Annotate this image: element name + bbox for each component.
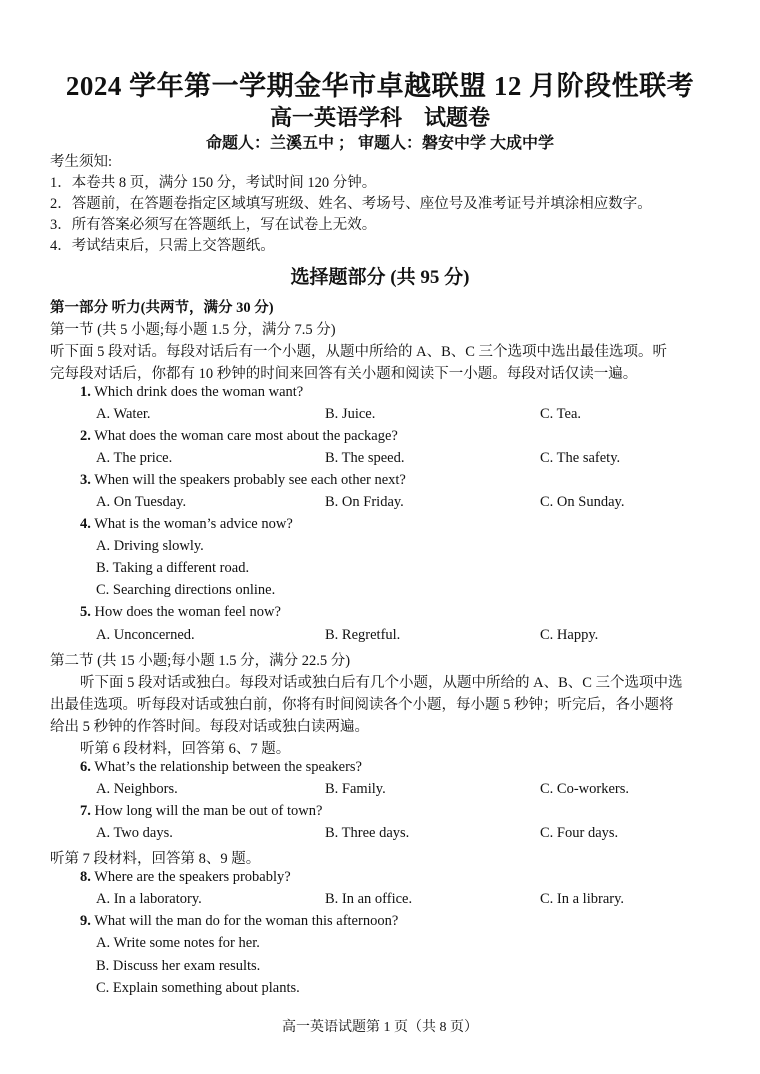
option-c: C. Four days.	[540, 825, 619, 841]
option-a: A. Water.	[96, 406, 151, 422]
option-c: C. In a library.	[540, 891, 625, 907]
question-2	[80, 428, 398, 445]
question-text: What does the woman care most about the package?	[94, 428, 398, 444]
option-b: B. Taking a different road.	[96, 560, 250, 576]
question-1	[80, 384, 303, 401]
notice-item: 1．本卷共 8 页，满分 150 分，考试时间 120 分钟。	[50, 175, 377, 191]
option-a: A. The price.	[96, 450, 173, 466]
section2-instructions: 给出 5 秒钟的作答时间。每段对话或独白读两遍。	[50, 719, 369, 735]
option-b: B. On Friday.	[325, 494, 404, 510]
section1-instructions: 听下面 5 段对话。每段对话后有一个小题，从题中所给的 A、B、C 三个选项中选出最佳选项。听	[50, 344, 668, 360]
option-a: A. Write some notes for her.	[96, 935, 260, 951]
option-b: B. Discuss her exam results.	[96, 958, 261, 974]
material-7-label: 听第 7 段材料，回答第 8、9 题。	[50, 851, 261, 867]
question-number: 6.	[80, 759, 91, 775]
section2-heading: 第二节 (共 15 小题;每小题 1.5 分，满分 22.5 分)	[50, 653, 351, 669]
question-number: 5.	[80, 604, 91, 620]
section2-instructions: 听下面 5 段对话或独白。每段对话或独白后有几个小题，从题中所给的 A、B、C 三个选项中选	[80, 675, 683, 691]
option-c: C. The safety.	[540, 450, 621, 466]
question-number: 2.	[80, 428, 91, 444]
question-6	[80, 759, 362, 776]
exam-subtitle: 高一英语学科 试题卷	[269, 105, 490, 130]
option-c: C. Searching directions online.	[96, 582, 276, 598]
question-number: 7.	[80, 803, 91, 819]
option-a: A. In a laboratory.	[96, 891, 202, 907]
option-b: B. In an office.	[325, 891, 413, 907]
option-a: A. Neighbors.	[96, 781, 178, 797]
part1-heading: 第一部分 听力(共两节，满分 30 分)	[50, 300, 274, 316]
option-b: B. Family.	[325, 781, 386, 797]
option-c: C. Tea.	[540, 406, 582, 422]
question-number: 8.	[80, 869, 91, 885]
question-7	[80, 803, 322, 820]
option-a: A. Two days.	[96, 825, 173, 841]
option-c: C. Co-workers.	[540, 781, 630, 797]
question-text: Which drink does the woman want?	[94, 384, 304, 400]
section1-instructions: 完每段对话后，你都有 10 秒钟的时间来回答有关小题和阅读下一小题。每段对话仅读一遍。	[50, 366, 638, 382]
question-text: Where are the speakers probably?	[94, 869, 291, 885]
section2-instructions: 出最佳选项。听每段对话或独白前，你将有时间阅读各个小题，每小题 5 秒钟；听完后，各小题将	[50, 697, 674, 713]
question-text: What is the woman’s advice now?	[94, 516, 293, 532]
question-number: 1.	[80, 384, 91, 400]
page-footer: 高一英语试题第 1 页（共 8 页）	[282, 1020, 478, 1035]
question-number: 9.	[80, 913, 91, 929]
question-9	[80, 913, 398, 930]
question-text: How long will the man be out of town?	[94, 803, 323, 819]
question-number: 4.	[80, 516, 91, 532]
exam-title: 2024 学年第一学期金华市卓越联盟 12 月阶段性联考	[65, 71, 695, 101]
question-4	[80, 516, 293, 533]
question-text: How does the woman feel now?	[94, 604, 281, 620]
question-number: 3.	[80, 472, 91, 488]
question-3	[80, 472, 406, 489]
notice-item: 4．考试结束后，只需上交答题纸。	[50, 238, 275, 254]
question-text: What will the man do for the woman this afternoon?	[94, 913, 399, 929]
option-b: B. The speed.	[325, 450, 405, 466]
option-c: C. On Sunday.	[540, 494, 625, 510]
option-b: B. Juice.	[325, 406, 376, 422]
question-5	[80, 604, 281, 621]
section-title: 选择题部分 (共 95 分)	[290, 267, 470, 288]
question-text: When will the speakers probably see each other next?	[94, 472, 406, 488]
question-text: What’s the relationship between the speakers?	[94, 759, 362, 775]
option-a: A. Driving slowly.	[96, 538, 204, 554]
question-8	[80, 869, 291, 886]
notice-item: 3．所有答案必须写在答题纸上，写在试卷上无效。	[50, 217, 377, 233]
notice-heading: 考生须知:	[50, 154, 113, 170]
option-a: A. On Tuesday.	[96, 494, 187, 510]
option-c: C. Happy.	[540, 627, 599, 643]
option-b: B. Regretful.	[325, 627, 401, 643]
option-a: A. Unconcerned.	[96, 627, 195, 643]
material-6-label: 听第 6 段材料，回答第 6、7 题。	[80, 741, 291, 757]
section1-heading: 第一节 (共 5 小题;每小题 1.5 分，满分 7.5 分)	[50, 322, 336, 338]
exam-authors: 命题人：兰溪五中 ； 审题人：磐安中学 大成中学	[205, 135, 554, 152]
option-b: B. Three days.	[325, 825, 410, 841]
option-c: C. Explain something about plants.	[96, 980, 300, 996]
notice-item: 2．答题前，在答题卷指定区域填写班级、姓名、考场号、座位号及准考证号并填涂相应数字。	[50, 196, 652, 212]
